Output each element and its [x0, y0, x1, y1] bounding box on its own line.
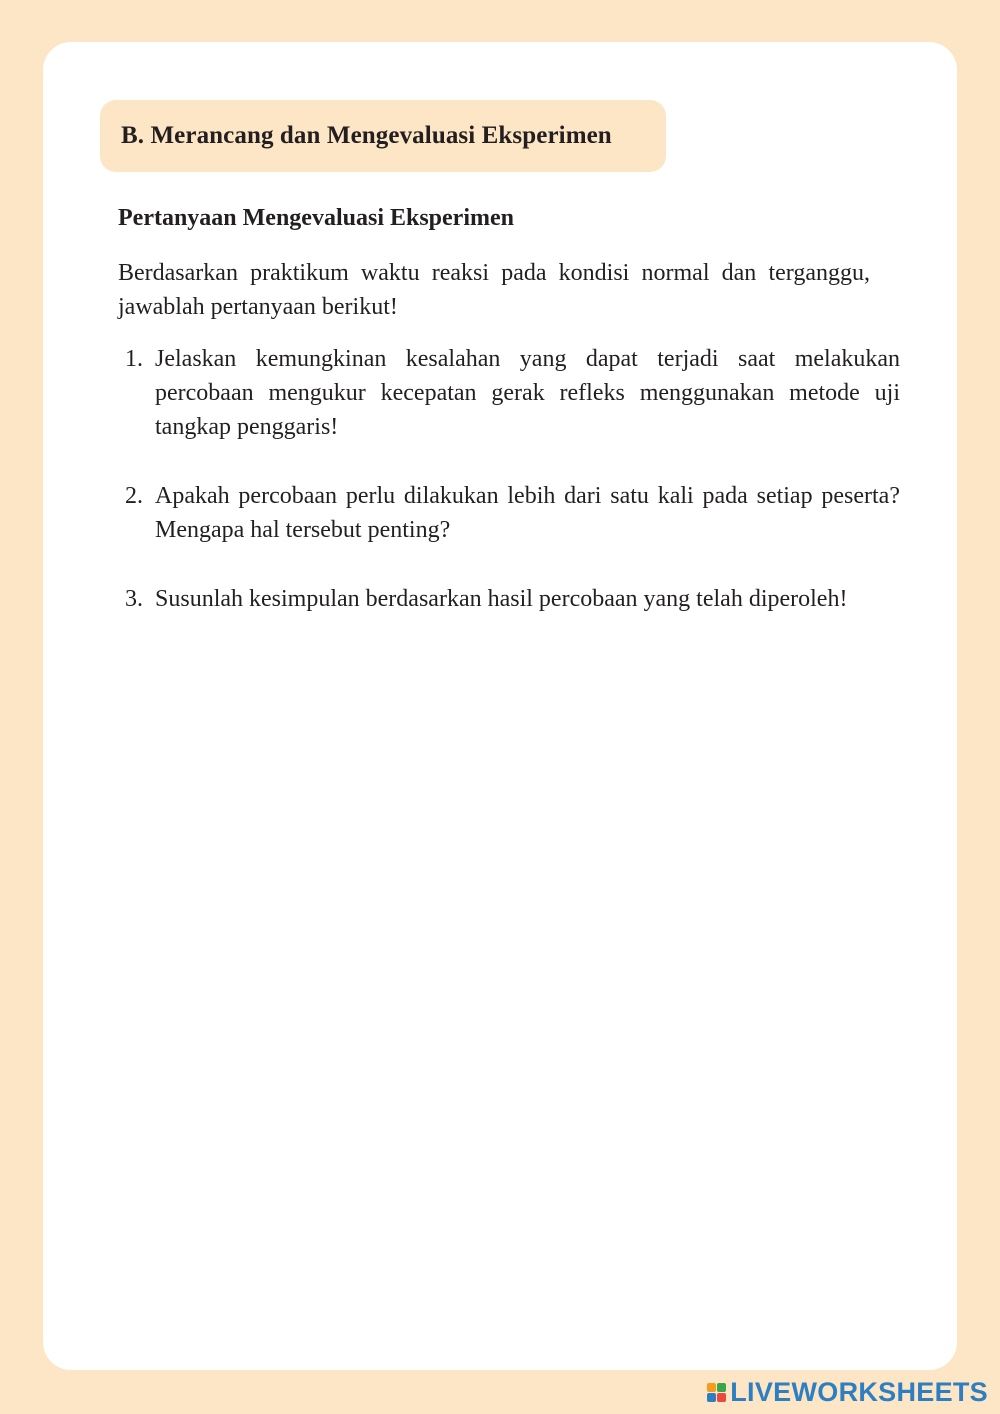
liveworksheets-logo-icon	[707, 1383, 726, 1402]
sub-heading: Pertanyaan Mengevaluasi Eksperimen	[118, 205, 514, 231]
liveworksheets-logo[interactable]	[707, 1379, 988, 1406]
logo-square-orange	[707, 1383, 716, 1392]
intro-paragraph: Berdasarkan praktikum waktu reaksi pada kondisi normal dan terganggu, jawablah pertanyaan berikut!	[118, 260, 870, 320]
question-list	[118, 342, 900, 616]
question-item	[118, 582, 900, 616]
question-text: Apakah percobaan perlu dilakukan lebih dari satu kali pada setiap peserta? Mengapa hal tersebut penting?	[155, 483, 900, 543]
question-text: Jelaskan kemungkinan kesalahan yang dapat terjadi saat melakukan percobaan mengukur kecepatan gerak refleks menggunakan metode uji tangkap penggaris!	[155, 346, 900, 440]
question-item	[118, 342, 900, 444]
worksheet-card	[43, 42, 957, 1370]
question-number: 2.	[125, 483, 143, 509]
question-number: 1.	[125, 346, 143, 372]
logo-square-blue	[707, 1393, 716, 1402]
section-banner	[100, 100, 666, 172]
section-title: B. Merancang dan Mengevaluasi Eksperimen	[121, 122, 612, 149]
question-number: 3.	[125, 586, 143, 612]
logo-square-green	[717, 1383, 726, 1392]
question-item	[118, 479, 900, 547]
question-text: Susunlah kesimpulan berdasarkan hasil percobaan yang telah diperoleh!	[155, 586, 848, 612]
logo-square-red	[717, 1393, 726, 1402]
logo-text: LIVEWORKSHEETS	[730, 1377, 988, 1407]
